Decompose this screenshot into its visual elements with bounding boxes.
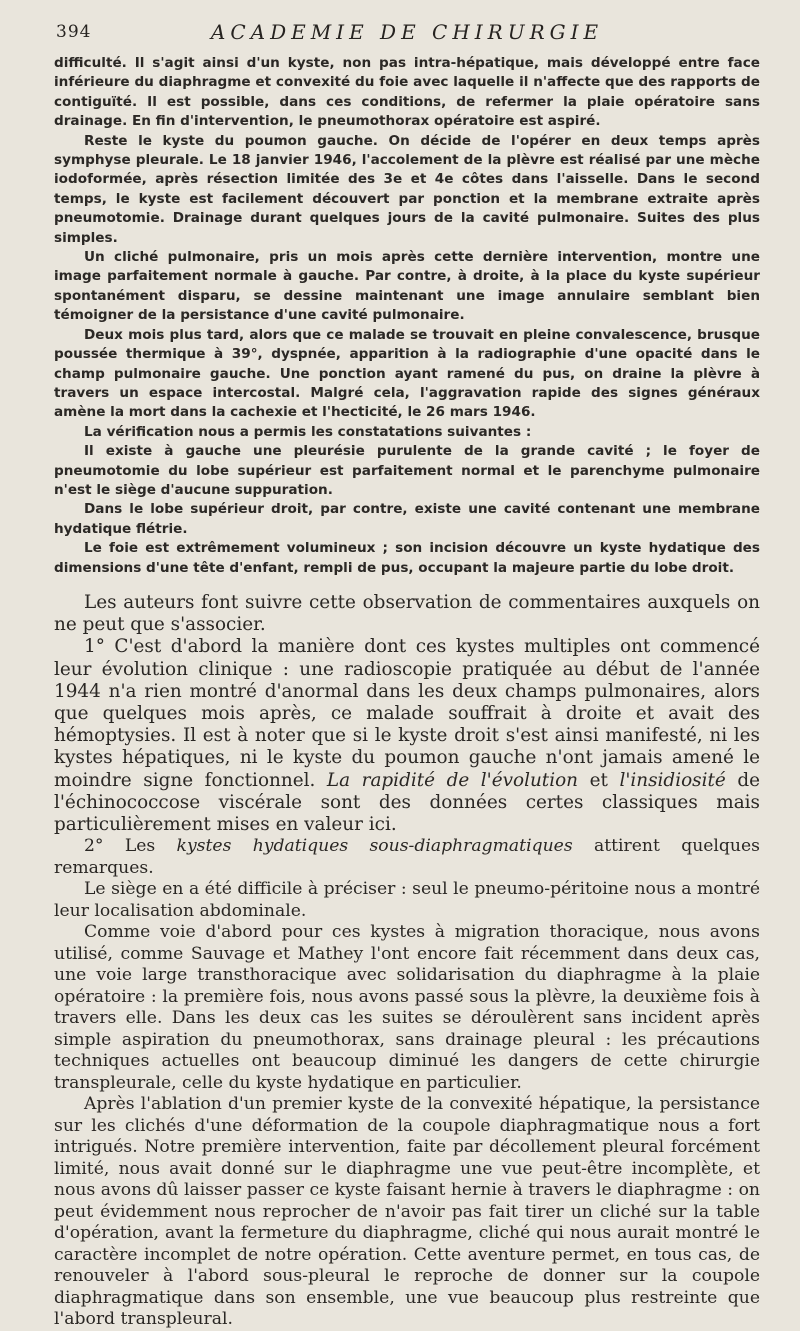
commentary-emphasis: La rapidité de l'évolution	[326, 769, 578, 791]
commentary-text: 1° C'est d'abord la manière dont ces kystes multiples ont commencé leur évolution clinique : une radioscopie pratiquée au début de l'année 1944 n'a rien montré d'anormal dans les deux champs pulmonaires, alors que quelques mois après, ce malade souffrait à droite et avait des hémoptysies. Il est à noter que si le kyste droit s'est ainsi manifesté, ni les kystes hépatiques, ni le kyste du poumon gauche n'ont jamais amené le moindre signe fonctionnel.	[54, 636, 760, 791]
commentary-paragraph	[54, 636, 760, 836]
commentary-paragraph: Le siège en a été difficile à préciser : seul le pneumo-péritoine nous a montré leur localisation abdominale.	[54, 879, 760, 921]
commentary-section	[54, 592, 760, 1331]
observation-paragraph: Il existe à gauche une pleurésie purulente de la grande cavité ; le foyer de pneumotomie du lobe supérieur est parfaitement normal et le parenchyme pulmonaire n'est le siège d'aucune suppuration.	[54, 443, 760, 498]
observation-paragraph: Reste le kyste du poumon gauche. On décide de l'opérer en deux temps après symphyse pleurale. Le 18 janvier 1946, l'accolement de la plèvre est réalisé par une mèche iodoformée, après résection limitée des 3e et 4e côtes dans l'aisselle. Dans le second temps, le kyste est facilement découvert par ponction et la membrane extraite après pneumotomie. Drainage durant quelques jours de la cavité pulmonaire. Suites des plus simples.	[54, 132, 760, 246]
commentary-text: et	[589, 769, 608, 791]
observation-paragraph: Deux mois plus tard, alors que ce malade se trouvait en pleine convalescence, brusque poussée thermique à 39°, dyspnée, apparition à la radiographie d'une opacité dans le champ pulmonaire gauche. Une ponction ayant ramené du pus, on draine la plèvre à travers un espace intercostal. Malgré cela, l'aggravation rapide des signes généraux amène la mort dans la cachexie et l'hecticité, le 26 mars 1946.	[54, 326, 760, 421]
observation-paragraph: Dans le lobe supérieur droit, par contre, existe une cavité contenant une membrane hydatique flétrie.	[54, 501, 760, 537]
commentary-text: de l'échinococcose viscérale sont des données certes classiques mais particulièrement mises en valeur ici.	[54, 769, 760, 835]
running-head: ACADEMIE DE CHIRURGIE	[210, 20, 604, 44]
observation-paragraph: Un cliché pulmonaire, pris un mois après cette dernière intervention, montre une image parfaitement normale à gauche. Par contre, à droite, à la place du kyste supérieur spontanément disparu, se dessine maintenant une image annulaire semblant bien témoigner de la persistance d'une cavité pulmonaire.	[54, 249, 760, 324]
commentary-emphasis: l'insidiosité	[619, 769, 726, 791]
commentary-text: attirent quelques remarques.	[54, 836, 760, 878]
page-number: 394	[56, 22, 92, 42]
commentary-paragraph: Après l'ablation d'un premier kyste de la convexité hépatique, la persistance sur les clichés d'une déformation de la coupole diaphragmatique nous a fort intrigués. Notre première intervention, faite par décollement pleural forcément limité, nous avait donné sur le diaphragme une vue peut-être incomplète, et nous avons dû laisser passer ce kyste faisant hernie à travers le diaphragme : on peut évidemment nous reprocher de n'avoir pas fait tirer un cliché sur la table d'opération, avant la fermeture du diaphragme, cliché qui nous aurait montré le caractère incomplet de notre opération. Cette aventure permet, en tous cas, de renouveler à l'abord sous-pleural le reproche de donner sur la coupole diaphragmatique dans son ensemble, une vue beaucoup plus restreinte que l'abord transpleural.	[54, 1094, 760, 1330]
observation-paragraph: Le foie est extrêmement volumineux ; son incision découvre un kyste hydatique des dimensions d'une tête d'enfant, rempli de pus, occupant la majeure partie du lobe droit.	[54, 540, 760, 576]
commentary-paragraph: Comme voie d'abord pour ces kystes à migration thoracique, nous avons utilisé, comme Sauvage et Mathey l'ont encore fait récemment dans deux cas, une voie large transthoracique avec solidarisation du diaphragme à la plaie opératoire : la première fois, nous avons passé sous la plèvre, la deuxième fois à travers elle. Dans les deux cas les suites se déroulèrent sans incident après simple aspiration du pneumothorax, sans drainage pleural : les précautions techniques actuelles ont beaucoup diminué les dangers de cette chirurgie transpleurale, celle du kyste hydatique en particulier.	[54, 922, 760, 1093]
case-observation	[54, 54, 760, 578]
observation-paragraph: difficulté. Il s'agit ainsi d'un kyste, non pas intra-hépatique, mais développé entre face inférieure du diaphragme et convexité du foie avec laquelle il n'affecte que des rapports de contiguïté. Il est possible, dans ces conditions, de refermer la plaie opératoire sans drainage. En fin d'intervention, le pneumothorax opératoire est aspiré.	[54, 55, 760, 130]
commentary-emphasis: kystes hydatiques sous-diaphragmatiques	[176, 836, 573, 857]
commentary-text: 2° Les	[84, 836, 156, 857]
page-header	[54, 18, 760, 54]
observation-paragraph: La vérification nous a permis les constatations suivantes :	[84, 423, 532, 440]
commentary-intro: Les auteurs font suivre cette observation de commentaires auxquels on ne peut que s'associer.	[54, 591, 760, 636]
commentary-paragraph	[54, 836, 760, 879]
